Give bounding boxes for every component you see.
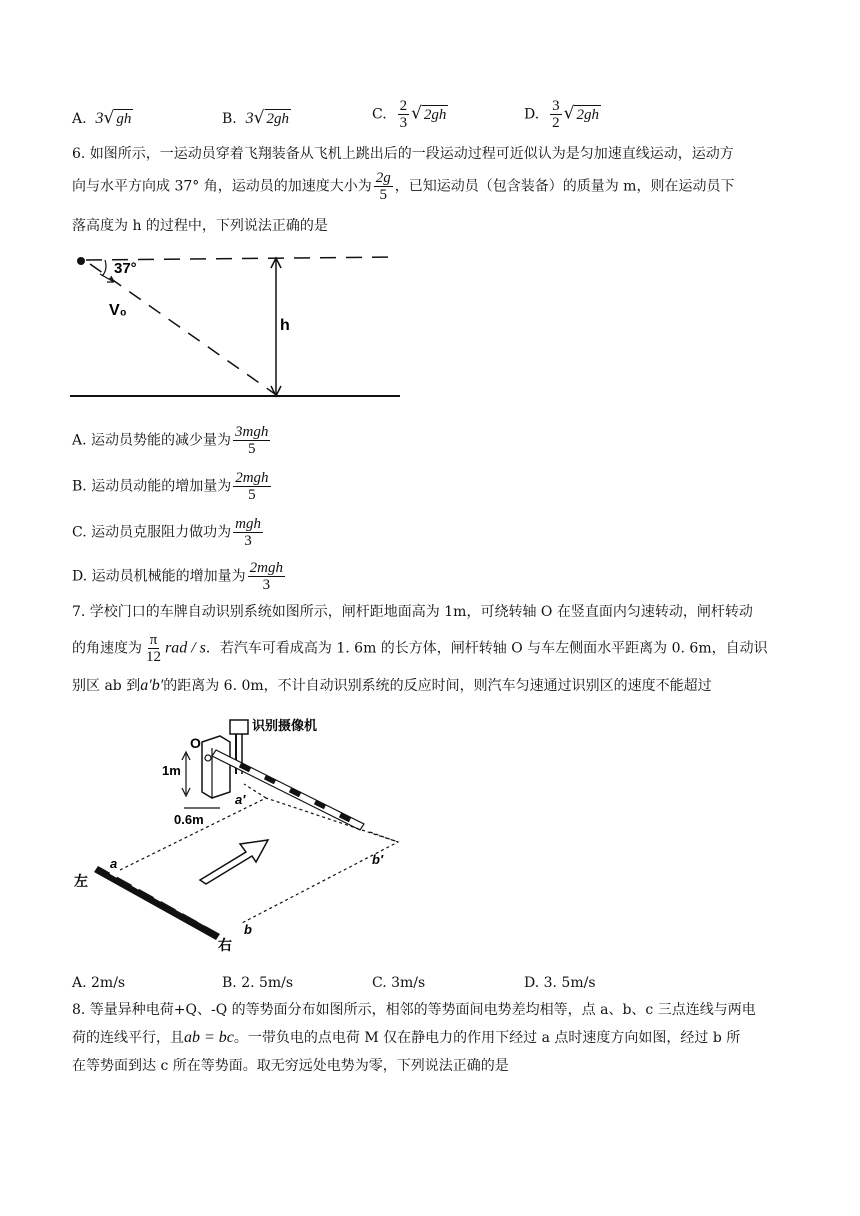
ground-stripe-bar bbox=[94, 866, 220, 940]
pivot-label: O bbox=[190, 735, 201, 751]
angle-arc bbox=[102, 260, 106, 276]
height-dim-label: 1m bbox=[162, 763, 181, 778]
trajectory-line bbox=[90, 264, 275, 394]
q7-figure bbox=[70, 712, 410, 954]
velocity-arrow bbox=[100, 274, 114, 282]
q7-stem-line2: 的角速度为 $\frac{\pi}{12}$ rad / s．若汽车可看成高为 1. 6m 的长方体，闸杆转轴 O 与车左侧面水平距离为 0. 6m，自动识 bbox=[72, 632, 768, 665]
q6-stem-line3: 落高度为 h 的过程中，下列说法正确的是 bbox=[72, 218, 328, 234]
q7-stem-line1: 7. 学校门口的车牌自动识别系统如图所示，闸杆距地面高为 1m，可绕转轴 O 在竖直面内匀速转动，闸杆转动 bbox=[72, 604, 753, 620]
distance-dim-label: 0.6m bbox=[174, 812, 204, 827]
b-label: b bbox=[244, 922, 252, 937]
right-label: 右 bbox=[218, 937, 232, 953]
q6-stem-line1: 6. 如图所示，一运动员穿着飞翔装备从飞机上跳出后的一段运动过程可近似认为是匀加速直线运动，运动方 bbox=[72, 146, 734, 162]
q8-stem-line3: 在等势面到达 c 所在等势面。取无穷远处电势为零，下列说法正确的是 bbox=[72, 1058, 509, 1074]
q7-stem-line3: 别区 ab 到a′b′的距离为 6. 0m，不计自动识别系统的反应时间，则汽车匀速通过识别区的速度不能超过 bbox=[72, 677, 712, 694]
q6-option-c: C. 运动员克服阻力做功为 $\frac{\text{mgh}}{3}$ bbox=[72, 516, 261, 549]
q7-option-b: B. 2. 5m/s bbox=[222, 975, 294, 991]
a-label: a bbox=[110, 856, 118, 871]
height-label: h bbox=[280, 317, 290, 334]
q5-option-a: A. 3√ gh bbox=[72, 108, 132, 128]
q7-option-d: D. 3. 5m/s bbox=[524, 975, 596, 991]
q6-option-a: A. 运动员势能的减少量为 $\frac{\text{3mgh}}{5}$ bbox=[72, 424, 269, 457]
q5-option-b: B. 3√ 2gh bbox=[222, 108, 289, 128]
gate-box bbox=[202, 736, 230, 798]
q7-option-c: C. 3m/s bbox=[372, 975, 426, 991]
q8-stem-line1: 8. 等量异种电荷+Q、-Q 的等势面分布如图所示，相邻的等势面间电势差均相等，点 a、b、c 三点连线与两电 bbox=[72, 1002, 756, 1018]
q6-stem-line2: 向与水平方向成 37° 角，运动员的加速度大小为 $\frac{2g}{5}$ ，已知运动员（包含装备）的质量为 m，则在运动员下 bbox=[72, 170, 735, 203]
b-prime-label: b′ bbox=[372, 852, 384, 867]
q7-option-a: A. 2m/s bbox=[72, 975, 126, 991]
left-label: 左 bbox=[74, 873, 88, 889]
q6-option-d: D. 运动员机械能的增加量为 $\frac{\text{2mgh}}{3}$ bbox=[72, 560, 283, 593]
velocity-label: V₀ bbox=[109, 302, 127, 319]
a-prime-label: a′ bbox=[235, 792, 246, 807]
q5-option-d: D. $\frac{3}{2}$ √ 2gh bbox=[524, 98, 599, 131]
q6-option-b: B. 运动员动能的增加量为 $\frac{\text{2mgh}}{5}$ bbox=[72, 470, 269, 503]
camera-icon bbox=[230, 720, 248, 734]
q5-option-c: C. $\frac{2}{3}$ √ 2gh bbox=[372, 98, 447, 131]
q6-figure bbox=[70, 248, 402, 404]
direction-arrow bbox=[200, 840, 268, 884]
camera-label: 识别摄像机 bbox=[252, 718, 318, 733]
q8-stem-line2: 荷的连线平行，且ab = bc。一带负电的点电荷 M 仅在静电力的作用下经过 a 点时速度方向如图，经过 b 所 bbox=[72, 1029, 741, 1046]
jump-point-dot bbox=[77, 257, 85, 265]
angle-label: 37° bbox=[114, 260, 137, 277]
